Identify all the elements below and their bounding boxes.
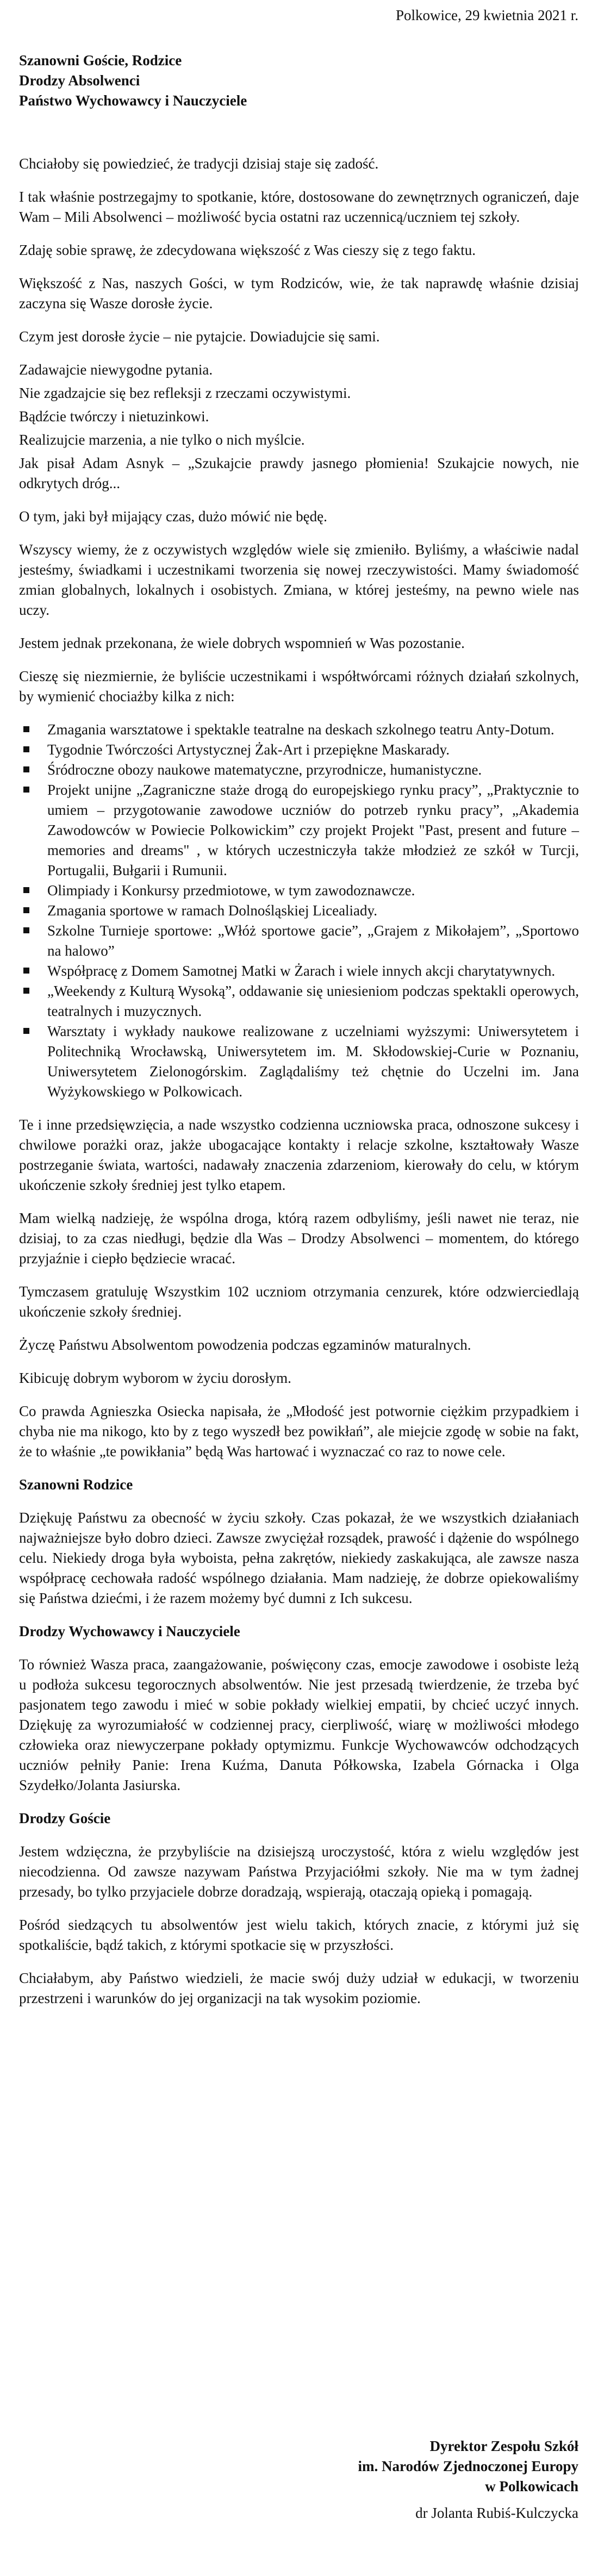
paragraph: Zadawajcie niewygodne pytania. bbox=[19, 361, 213, 378]
paragraph: Te i inne przedsięwzięcia, a nade wszystko codzienna uczniowska praca, odnoszone sukcesy i chwilowe porażki oraz, jakże ubogacające kontakty i relacje szkolne, kształtowały Wasze postrzeganie świata, wartości, nadawały znaczenia zdarzeniom, kierowały do celu, w którym ukończenie szkoły średniej jest tylko etapem. bbox=[19, 1117, 579, 1193]
paragraph: Co prawda Agnieszka Osiecka napisała, że „Młodość jest potwornie ciężkim przypadkiem i chyba nie ma nikogo, kto by z tego wyszedł bez powikłań”, ale miejcie zgodę w sobie na fakt, że to właśnie „te powikłania” będą Was hartować i wyznaczać co raz to nowe cele. bbox=[19, 1403, 579, 1459]
paragraph: Cieszę się niezmiernie, że byliście uczestnikami i współtwórcami różnych działań szkolnych, by wymienić chociażby kilka z nich: bbox=[19, 668, 579, 704]
salutation-line: Drodzy Absolwenci bbox=[19, 72, 140, 89]
letter-body bbox=[19, 154, 579, 2022]
paragraph: Większość z Nas, naszych Gości, w tym Rodziców, wie, że tak naprawdę właśnie dzisiaj zaczyna się Wasze dorosłe życie. bbox=[19, 275, 579, 311]
list-item-text: „Weekendy z Kulturą Wysoką”, oddawanie się uniesieniom podczas spektakli operowych, teatralnych i muzycznych. bbox=[47, 983, 579, 1019]
square-bullet-icon bbox=[23, 787, 29, 793]
list-item-text: Śródroczne obozy naukowe matematyczne, przyrodnicze, humanistyczne. bbox=[47, 762, 482, 778]
square-bullet-icon bbox=[23, 907, 29, 913]
paragraph: Tymczasem gratuluję Wszystkim 102 uczniom otrzymania cenzurek, które odzwierciedlają ukończenie szkoły średniej. bbox=[19, 1283, 579, 1320]
square-bullet-icon bbox=[23, 927, 29, 933]
list-item-text: Zmagania sportowe w ramach Dolnośląskiej Licealiady. bbox=[47, 902, 378, 919]
date-line: Polkowice, 29 kwietnia 2021 r. bbox=[396, 7, 578, 23]
paragraph: Chciałabym, aby Państwo wiedzieli, że macie swój duży udział w edukacji, w tworzeniu przestrzeni i warunków do jej organizacji na tak wysokim poziomie. bbox=[19, 1970, 579, 2006]
paragraph: Realizujcie marzenia, a nie tylko o nich myślcie. bbox=[19, 432, 305, 448]
paragraph: O tym, jaki był mijający czas, dużo mówić nie będę. bbox=[19, 508, 327, 525]
square-bullet-icon bbox=[23, 968, 29, 974]
square-bullet-icon bbox=[23, 726, 29, 732]
list-item-text: Szkolne Turnieje sportowe: „Włóż sportowe gacie”, „Grajem z Mikołajem”, „Sportowo na halowo” bbox=[47, 922, 579, 959]
signature-block bbox=[358, 2436, 578, 2523]
paragraph: Życzę Państwu Absolwentom powodzenia podczas egzaminów maturalnych. bbox=[19, 1337, 471, 1353]
paragraph: Dziękuję Państwu za obecność w życiu szkoły. Czas pokazał, że we wszystkich działaniach najważniejsze było dobro dzieci. Zawsze zwyciężał rozsądek, prawość i dążenie do wspólnego celu. Niekiedy droga była wyboista, pełna zakrętów, niekiedy zaskakująca, ale zawsze nasza współpracę cechowała radość wspólnego działania. Mam nadzieję, że dobrze opiekowaliśmy się Państwa dziećmi, i że razem możemy być dumni z Ich sukcesu. bbox=[19, 1510, 579, 1606]
square-bullet-icon bbox=[23, 988, 29, 994]
list-item-text: Warsztaty i wykłady naukowe realizowane z uczelniami wyższymi: Uniwersytetem i Politechniką Wrocławską, Uniwersytetem im. M. Skłodowskiej-Curie w Poznaniu, Uniwersytetem Zielonogórskim. Zaglądaliśmy też chętnie do Uczelni im. Jana Wyżykowskiego w Polkowicach. bbox=[47, 1023, 579, 1100]
list-item bbox=[19, 720, 579, 740]
paragraph: Wszyscy wiemy, że z oczywistych względów wiele się zmieniło. Byliśmy, a właściwie nadal jesteśmy, świadkami i uczestnikami tworzenia się nowej rzeczywistości. Mamy świadomość zmian globalnych, lokalnych i osobistych. Zmiana, w której jesteśmy, na pewno wiele nas uczy. bbox=[19, 541, 579, 618]
signature-city: w Polkowicach bbox=[485, 2478, 578, 2494]
list-item-text: Zmagania warsztatowe i spektakle teatralne na deskach szkolnego teatru Anty-Dotum. bbox=[47, 721, 555, 738]
list-item bbox=[19, 1021, 579, 1102]
paragraph: Nie zgadzajcie się bez refleksji z rzeczami oczywistymi. bbox=[19, 385, 351, 401]
list-item bbox=[19, 921, 579, 961]
activities-list bbox=[19, 720, 579, 1102]
paragraph: Bądźcie twórczy i nietuzinkowi. bbox=[19, 408, 209, 425]
paragraph: Jestem wdzięczna, że przybyliście na dzisiejszą uroczystość, która z wielu względów jest niecodzienna. Od zawsze nazywam Państwa Przyjaciółmi szkoły. Nie ma w tym żadnej przesady, bo tylko przyjaciele dobrze doradzają, wspierają, otaczają opieką i pomagają. bbox=[19, 1843, 579, 1900]
section-heading: Drodzy Wychowawcy i Nauczyciele bbox=[19, 1623, 240, 1639]
signature-title: Dyrektor Zespołu Szkół bbox=[429, 2438, 578, 2454]
list-item bbox=[19, 760, 579, 780]
list-item bbox=[19, 881, 579, 901]
salutation-line: Państwo Wychowawcy i Nauczyciele bbox=[19, 92, 247, 109]
square-bullet-icon bbox=[23, 766, 29, 772]
paragraph: To również Wasza praca, zaangażowanie, poświęcony czas, emocje zawodowe i osobiste leżą u podłoża sukcesu tegorocznych absolwentów. Nie jest przesadą twierdzenie, że trzeba być pasjonatem tego zawodu i mieć w sobie pokłady wielkiej empatii, by chcieć uczyć innych. Dziękuję za wyrozumiałość w codziennej pracy, cierpliwość, wiarę w możliwości młodego człowieka oraz niewyczerpane pokłady optymizmu. Funkcje Wychowawców odchodzących uczniów pełniły Panie: Irena Kuźma, Danuta Półkowska, Izabela Górnacka i Olga Szydełko/Jolanta Jasiurska. bbox=[19, 1656, 579, 1793]
list-item-text: Tygodnie Twórczości Artystycznej Żak-Art i przepiękne Maskarady. bbox=[47, 741, 450, 758]
paragraph: Jak pisał Adam Asnyk – „Szukajcie prawdy jasnego płomienia! Szukajcie nowych, nie odkrytych dróg... bbox=[19, 455, 579, 491]
list-item bbox=[19, 901, 579, 921]
salutation-line: Szanowni Goście, Rodzice bbox=[19, 52, 182, 68]
list-item bbox=[19, 780, 579, 881]
salutation bbox=[19, 51, 247, 111]
list-item-text: Współpracę z Domem Samotnej Matki w Żarach i wiele innych akcji charytatywnych. bbox=[47, 963, 556, 979]
paragraph: Pośród siedzących tu absolwentów jest wielu takich, których znacie, z którymi już się spotkaliście, bądź takich, z którymi spotkacie się w przyszłości. bbox=[19, 1917, 579, 1953]
section-heading: Drodzy Goście bbox=[19, 1810, 111, 1826]
paragraph: I tak właśnie postrzegajmy to spotkanie, które, dostosowane do zewnętrznych ograniczeń, daje Wam – Mili Absolwenci – możliwość bycia ostatni raz uczennicą/uczniem tej szkoły. bbox=[19, 189, 579, 225]
paragraph: Jestem jednak przekonana, że wiele dobrych wspomnień w Was pozostanie. bbox=[19, 635, 465, 651]
paragraph: Zdaję sobie sprawę, że zdecydowana większość z Was cieszy się z tego faktu. bbox=[19, 242, 476, 258]
paragraph: Chciałoby się powiedzieć, że tradycji dzisiaj staje się zadość. bbox=[19, 155, 379, 172]
paragraph: Czym jest dorosłe życie – nie pytajcie. Dowiadujcie się sami. bbox=[19, 328, 380, 345]
list-item bbox=[19, 981, 579, 1021]
square-bullet-icon bbox=[23, 1028, 29, 1034]
list-item-text: Olimpiady i Konkursy przedmiotowe, w tym zawodoznawcze. bbox=[47, 882, 415, 899]
section-heading: Szanowni Rodzice bbox=[19, 1476, 133, 1493]
list-item bbox=[19, 961, 579, 981]
paragraph: Kibicuję dobrym wyborom w życiu dorosłym. bbox=[19, 1370, 291, 1386]
list-item bbox=[19, 740, 579, 760]
square-bullet-icon bbox=[23, 746, 29, 752]
paragraph: Mam wielką nadzieję, że wspólna droga, którą razem odbyliśmy, jeśli nawet nie teraz, nie dzisiaj, to za czas niedługi, będzie dla Was – Drodzy Absolwenci – momentem, do którego przyjaźnie i ciepło będziecie wracać. bbox=[19, 1210, 579, 1267]
signature-org: im. Narodów Zjednoczonej Europy bbox=[358, 2458, 578, 2474]
list-item-text: Projekt unijne „Zagraniczne staże drogą do europejskiego rynku pracy”, „Praktycznie to umiem – przygotowanie zawodowe uczniów do potrzeb rynku pracy”, „Akademia Zawodowców w Powiecie Polkowickim” czy projekt Projekt "Past, present and future – memories and dreams" , w których uczestniczyła także młodzież ze szkół w Turcji, Portugalii, Bułgarii i Rumunii. bbox=[47, 782, 579, 878]
square-bullet-icon bbox=[23, 887, 29, 893]
signature-signer: dr Jolanta Rubiś-Kulczycka bbox=[415, 2505, 578, 2521]
